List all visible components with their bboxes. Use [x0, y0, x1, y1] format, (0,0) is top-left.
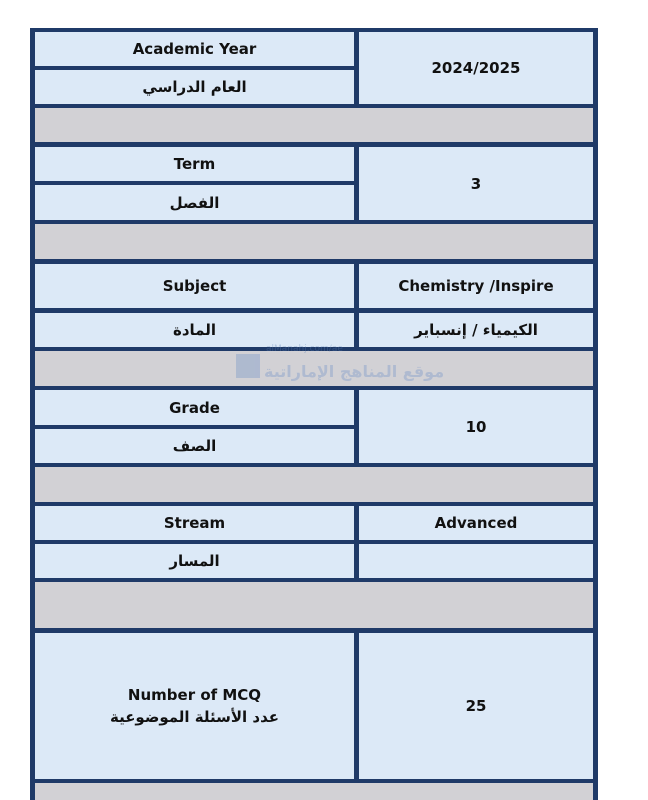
academic-year-label-en: [35, 32, 354, 66]
subject-value-ar: [359, 313, 593, 347]
mcq-value-text: 25: [465, 697, 487, 715]
mcq-value: [359, 633, 593, 779]
subject-label-ar-text: المادة: [173, 321, 217, 339]
separator-row: [35, 467, 593, 502]
grade-label-ar: [35, 429, 354, 463]
watermark-name: موقع المناهج الإماراتية: [264, 362, 445, 381]
mcq-label-ar: عدد الأسئلة الموضوعية: [109, 708, 280, 726]
term-label-ar-text: الفصل: [169, 193, 220, 212]
academic-year-label-ar: [35, 70, 354, 104]
separator-row: [35, 783, 593, 800]
stream-label-ar-text: المسار: [169, 552, 220, 570]
subject-value-ar-text: الكيمياء / إنسباير: [414, 321, 538, 339]
term-label-en: [35, 147, 354, 181]
separator-row: [35, 351, 593, 386]
stream-label-en-text: Stream: [163, 514, 226, 532]
mcq-label: [35, 633, 354, 779]
academic-year-value-text: 2024/2025: [431, 59, 521, 77]
stream-label-ar: [35, 544, 354, 578]
stream-value: [359, 506, 593, 540]
grade-value: [359, 390, 593, 463]
watermark-site: alManahj.com/ae: [266, 344, 343, 354]
info-table: [30, 28, 598, 800]
subject-label-en: [35, 264, 354, 308]
stream-value-ar-empty: [359, 544, 593, 578]
subject-label-ar: [35, 313, 354, 347]
term-value-text: 3: [470, 174, 482, 193]
mcq-label-en: Number of MCQ: [127, 686, 262, 704]
term-label-ar: [35, 185, 354, 220]
grade-label-en-text: Grade: [169, 398, 220, 417]
academic-year-label-en-text: Academic Year: [132, 40, 257, 58]
separator-row: [35, 108, 593, 142]
term-label-en-text: Term: [173, 155, 216, 173]
academic-year-label-ar-text: العام الدراسي: [142, 78, 247, 96]
grade-value-text: 10: [465, 417, 487, 436]
mcq-label-stack: [110, 684, 279, 728]
grade-label-en: [35, 390, 354, 425]
academic-year-value: [359, 32, 593, 104]
stream-label-en: [35, 506, 354, 540]
subject-value-en: [359, 264, 593, 308]
term-value: [359, 147, 593, 220]
subject-value-en-text: Chemistry /Inspire: [398, 277, 554, 295]
separator-row: [35, 582, 593, 628]
stream-value-text: Advanced: [434, 514, 518, 532]
separator-row: [35, 224, 593, 259]
subject-label-en-text: Subject: [162, 277, 227, 295]
grade-label-ar-text: الصف: [172, 437, 217, 455]
